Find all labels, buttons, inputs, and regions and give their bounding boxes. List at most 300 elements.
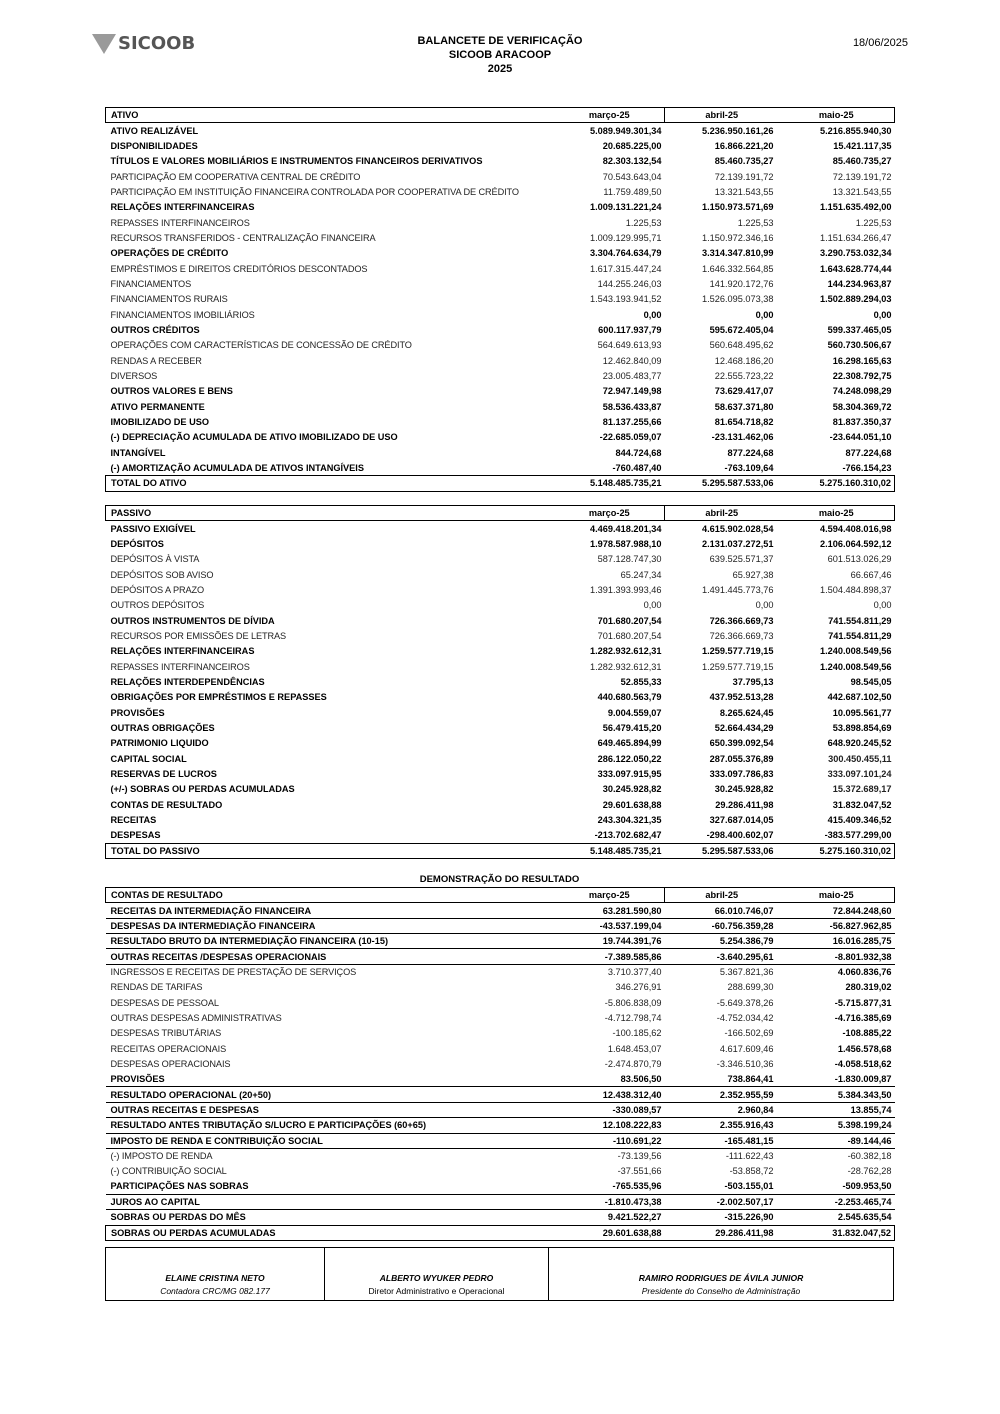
- row-value: 81.137.255,66: [602, 417, 662, 428]
- row-value: 16.866.221,20: [714, 140, 774, 151]
- row-value: 72.844.248,60: [777, 903, 895, 918]
- row-value: -111.622,43: [725, 1151, 774, 1162]
- row-value: 8.265.624,45: [719, 707, 774, 718]
- table-row: [106, 720, 895, 735]
- row-value: 73.629.417,07: [714, 386, 774, 397]
- col-march-header: março-25: [553, 108, 665, 123]
- table-row: [106, 230, 895, 245]
- row-value: 56.479.415,20: [602, 722, 662, 733]
- row-value: -1.810.473,38: [553, 1194, 665, 1209]
- row-value: 1.151.635.492,00: [819, 202, 892, 213]
- table-row: [106, 934, 895, 949]
- dre-table: [105, 887, 895, 1241]
- row-value: 4.594.408.016,98: [819, 523, 892, 534]
- row-value: 1.150.973.571,69: [701, 202, 774, 213]
- total-row: [106, 476, 895, 491]
- row-value: 72.139.191,72: [714, 171, 774, 182]
- row-label: PARTICIPAÇÕES NAS SOBRAS: [106, 1179, 553, 1194]
- row-label: RELAÇÕES INTERFINANCEIRAS: [110, 202, 255, 213]
- row-value: 3.314.347.810,99: [701, 248, 774, 259]
- report-title: [350, 34, 650, 76]
- row-value: 10.095.561,77: [832, 707, 892, 718]
- row-value: 877.224,68: [727, 447, 774, 458]
- row-value: 1.225,53: [737, 217, 774, 228]
- table-row: [106, 598, 895, 613]
- table-row: [106, 384, 895, 399]
- table-row: [106, 1164, 895, 1179]
- row-value: 29.601.638,88: [602, 799, 662, 810]
- total-value: 5.148.485.735,21: [553, 476, 665, 491]
- report-date: 18/06/2025: [852, 37, 908, 49]
- table-row: [106, 1148, 895, 1163]
- row-value: 1.009.131.221,24: [589, 202, 662, 213]
- row-value: 19.744.391,76: [553, 934, 665, 949]
- row-value: 1.240.008.549,56: [819, 646, 892, 657]
- passivo-table: [105, 505, 895, 859]
- table-row: [106, 261, 895, 276]
- table-row: [106, 690, 895, 705]
- row-label: OUTROS CRÉDITOS: [110, 324, 200, 335]
- row-value: 442.687.102,50: [827, 692, 892, 703]
- total-value: 31.832.047,52: [777, 1225, 895, 1240]
- row-value: 66.667,46: [850, 569, 892, 580]
- table-row: [106, 292, 895, 307]
- row-value: -315.226,90: [724, 1212, 774, 1223]
- row-value: 346.276,91: [615, 982, 662, 993]
- row-value: -23.131.462,06: [711, 432, 774, 443]
- table-row: [106, 659, 895, 674]
- table-row: [106, 552, 895, 567]
- table-row: [106, 582, 895, 597]
- row-label: RECEITAS: [110, 815, 157, 826]
- table-row: [106, 782, 895, 797]
- row-label: PARTICIPAÇÃO EM INSTITUIÇÃO FINANCEIRA CONTROLADA POR COOPERATIVA DE CRÉDITO: [110, 186, 519, 197]
- row-value: -4.716.385,69: [834, 1012, 892, 1023]
- col-april-header: abril-25: [665, 506, 777, 521]
- row-value: 1.259.577.719,15: [701, 661, 774, 672]
- row-label: DEPÓSITOS SOB AVISO: [110, 569, 214, 580]
- row-value: 23.005.483,77: [602, 371, 662, 382]
- row-label: (-) CONTRIBUIÇÃO SOCIAL: [110, 1166, 227, 1177]
- table-row: [106, 1056, 895, 1071]
- row-value: -383.577.299,00: [824, 830, 892, 841]
- row-value: 564.649.613,93: [597, 340, 662, 351]
- row-value: 243.304.321,35: [597, 815, 662, 826]
- row-value: -5.649.378,26: [716, 997, 774, 1008]
- title-line-3: 2025: [487, 63, 513, 75]
- row-value: 5.216.855.940,30: [819, 125, 892, 136]
- row-label: OPERAÇÕES DE CRÉDITO: [110, 248, 229, 259]
- table-row: [106, 567, 895, 582]
- col-march-header: março-25: [553, 506, 665, 521]
- row-value: 649.465.894,99: [597, 738, 662, 749]
- row-label: OUTROS DEPÓSITOS: [110, 600, 205, 611]
- table-row: [106, 399, 895, 414]
- row-value: 72.139.191,72: [832, 171, 892, 182]
- row-label: RECURSOS TRANSFERIDOS - CENTRALIZAÇÃO FINANCEIRA: [110, 232, 376, 243]
- row-value: 1.225,53: [625, 217, 662, 228]
- row-value: 58.536.433,87: [602, 401, 662, 412]
- row-value: 12.438.312,40: [553, 1087, 665, 1102]
- row-label: DESPESAS: [110, 830, 161, 841]
- row-value: 12.462.840,09: [602, 355, 662, 366]
- row-label: RECEITAS OPERACIONAIS: [110, 1043, 227, 1054]
- table-row: [106, 628, 895, 643]
- section-header: ATIVO: [106, 108, 553, 123]
- table-row: [106, 903, 895, 918]
- row-label: ATIVO PERMANENTE: [110, 401, 205, 412]
- row-value: -213.702.682,47: [594, 830, 662, 841]
- row-label: PASSIVO EXIGÍVEL: [110, 523, 196, 534]
- row-label: FINANCIAMENTOS: [110, 278, 192, 289]
- row-label: INTANGÍVEL: [110, 447, 166, 458]
- row-value: 74.248.098,29: [832, 386, 892, 397]
- row-value: 52.855,33: [620, 676, 662, 687]
- table-row: [106, 460, 895, 475]
- table-row: [106, 521, 895, 536]
- col-may-header: maio-25: [777, 506, 895, 521]
- row-label: INGRESSOS E RECEITAS DE PRESTAÇÃO DE SERVIÇOS: [110, 967, 357, 978]
- signature-name: ALBERTO WYUKER PEDRO: [379, 1273, 494, 1283]
- row-value: 85.460.735,27: [714, 156, 774, 167]
- row-value: 58.304.369,72: [832, 401, 892, 412]
- row-value: 560.648.495,62: [709, 340, 774, 351]
- row-value: 1.282.932.612,31: [589, 646, 662, 657]
- row-label: OUTROS VALORES E BENS: [110, 386, 233, 397]
- row-label: RESULTADO OPERACIONAL (20+50): [106, 1087, 553, 1102]
- row-value: 5.367.821,36: [719, 967, 774, 978]
- table-row: [106, 430, 895, 445]
- row-label: CONTAS DE RESULTADO: [110, 799, 223, 810]
- table-row: [106, 766, 895, 781]
- row-value: 726.366.669,73: [709, 615, 774, 626]
- row-value: -60.756.359,28: [665, 918, 777, 933]
- row-label: DESPESAS TRIBUTÁRIAS: [110, 1028, 222, 1039]
- row-value: 701.680.207,54: [597, 615, 662, 626]
- row-value: -330.089,57: [553, 1102, 665, 1117]
- row-label: RESERVAS DE LUCROS: [110, 769, 217, 780]
- signature-role: Diretor Administrativo e Operacional: [368, 1286, 505, 1296]
- signature-role: Contadora CRC/MG 082.177: [160, 1286, 270, 1296]
- row-value: -765.535,96: [553, 1179, 665, 1194]
- table-row: [106, 1133, 895, 1148]
- row-label: RECURSOS POR EMISSÕES DE LETRAS: [110, 630, 287, 641]
- row-value: 82.303.132,54: [602, 156, 662, 167]
- row-value: 1.391.393.993,46: [589, 584, 662, 595]
- row-value: 1.643.628.774,44: [819, 263, 892, 274]
- row-value: -37.551,66: [617, 1166, 662, 1177]
- row-label: OUTRAS OBRIGAÇÕES: [110, 722, 215, 733]
- table-row: [106, 1010, 895, 1025]
- row-value: -5.715.877,31: [834, 997, 892, 1008]
- row-value: -8.801.932,38: [777, 949, 895, 964]
- title-line-1: BALANCETE DE VERIFICAÇÃO: [417, 35, 583, 47]
- row-value: 440.680.563,79: [597, 692, 662, 703]
- row-label: PARTICIPAÇÃO EM COOPERATIVA CENTRAL DE CRÉDITO: [110, 171, 361, 182]
- row-label: (+/-) SOBRAS OU PERDAS ACUMULADAS: [110, 784, 295, 795]
- row-value: 144.255.246,03: [597, 278, 662, 289]
- row-value: 0,00: [873, 309, 892, 320]
- row-value: -100.185,62: [612, 1028, 662, 1039]
- table-row: [106, 1194, 895, 1209]
- row-value: -166.502,69: [724, 1028, 774, 1039]
- row-value: -165.481,15: [665, 1133, 777, 1148]
- table-row: [106, 1179, 895, 1194]
- row-value: 2.106.064.592,12: [819, 538, 892, 549]
- table-row: [106, 1026, 895, 1041]
- table-row: [106, 536, 895, 551]
- row-value: -1.830.009,87: [834, 1074, 892, 1085]
- table-row: [106, 613, 895, 628]
- row-label: RENDAS A RECEBER: [110, 355, 202, 366]
- row-value: -110.691,22: [553, 1133, 665, 1148]
- table-row: [106, 1087, 895, 1102]
- row-value: 601.513.026,29: [827, 554, 892, 565]
- row-value: -4.058.518,62: [834, 1058, 892, 1069]
- row-label: (-) AMORTIZAÇÃO ACUMULADA DE ATIVOS INTANGÍVEIS: [110, 462, 364, 473]
- row-value: 1.646.332.564,85: [701, 263, 774, 274]
- table-row: [106, 246, 895, 261]
- signature-block: [105, 1247, 894, 1301]
- row-label: JUROS AO CAPITAL: [106, 1194, 553, 1209]
- row-value: 85.460.735,27: [832, 156, 892, 167]
- signature-director: [324, 1248, 548, 1300]
- table-row: [106, 353, 895, 368]
- row-value: 98.545,05: [850, 676, 892, 687]
- table-row: [106, 644, 895, 659]
- col-may-header: maio-25: [777, 888, 895, 903]
- signature-role: Presidente do Conselho de Administração: [641, 1286, 801, 1296]
- row-value: 1.648.453,07: [607, 1043, 662, 1054]
- row-value: -56.827.962,85: [777, 918, 895, 933]
- row-label: IMOBILIZADO DE USO: [110, 417, 210, 428]
- table-row: [106, 1102, 895, 1117]
- row-label: REPASSES INTERFINANCEIROS: [110, 217, 250, 228]
- row-value: 333.097.786,83: [709, 769, 774, 780]
- row-label: OUTROS INSTRUMENTOS DE DÍVIDA: [110, 615, 275, 626]
- row-value: 1.526.095.073,38: [701, 294, 774, 305]
- total-value: 5.275.160.310,02: [777, 843, 895, 858]
- row-value: 1.456.578,68: [837, 1043, 892, 1054]
- row-label: IMPOSTO DE RENDA E CONTRIBUIÇÃO SOCIAL: [106, 1133, 553, 1148]
- row-value: 20.685.225,00: [602, 140, 662, 151]
- row-value: -22.685.059,07: [599, 432, 662, 443]
- table-row: [106, 414, 895, 429]
- row-value: 81.837.350,37: [832, 417, 892, 428]
- row-value: 52.664.434,29: [714, 722, 774, 733]
- row-value: 66.010.746,07: [665, 903, 777, 918]
- row-value: 1.491.445.773,76: [701, 584, 774, 595]
- row-label: RECEITAS DA INTERMEDIAÇÃO FINANCEIRA: [106, 903, 553, 918]
- row-value: 333.097.101,24: [827, 769, 892, 780]
- row-value: 12.108.222,83: [553, 1118, 665, 1133]
- row-value: 1.009.129.995,71: [589, 232, 662, 243]
- row-value: -2.474.870,79: [604, 1058, 662, 1069]
- dre-title: DEMONSTRAÇÃO DO RESULTADO: [419, 874, 580, 885]
- section-header: PASSIVO: [106, 506, 553, 521]
- row-label: DIVERSOS: [110, 371, 158, 382]
- table-row: [106, 812, 895, 827]
- row-value: 13.321.543,55: [832, 186, 892, 197]
- row-value: 0,00: [643, 600, 662, 611]
- total-value: 5.275.160.310,02: [777, 476, 895, 491]
- row-label: DISPONIBILIDADES: [110, 140, 198, 151]
- row-value: -108.885,22: [842, 1028, 892, 1039]
- col-march-header: março-25: [553, 888, 665, 903]
- row-value: -4.712.798,74: [604, 1012, 662, 1023]
- row-value: 5.384.343,50: [777, 1087, 895, 1102]
- row-value: -7.389.585,86: [553, 949, 665, 964]
- row-label: RESULTADO BRUTO DA INTERMEDIAÇÃO FINANCEIRA (10-15): [106, 934, 553, 949]
- row-value: 288.699,30: [727, 982, 774, 993]
- section-header: CONTAS DE RESULTADO: [106, 888, 553, 903]
- table-row: [106, 154, 895, 169]
- row-value: 0,00: [643, 309, 662, 320]
- row-label: OPERAÇÕES COM CARACTERÍSTICAS DE CONCESSÃO DE CRÉDITO: [110, 340, 412, 351]
- table-row: [106, 736, 895, 751]
- table-row: [106, 918, 895, 933]
- table-row: [106, 368, 895, 383]
- row-value: 16.016.285,75: [777, 934, 895, 949]
- total-value: 5.295.587.533,06: [665, 843, 777, 858]
- total-label: TOTAL DO ATIVO: [106, 476, 553, 491]
- total-value: 5.295.587.533,06: [665, 476, 777, 491]
- table-row: [106, 964, 895, 979]
- table-row: [106, 215, 895, 230]
- row-value: 1.150.972.346,16: [701, 232, 774, 243]
- ativo-table: [105, 107, 895, 492]
- row-value: -3.640.295,61: [665, 949, 777, 964]
- row-label: EMPRÉSTIMOS E DIREITOS CREDITÓRIOS DESCONTADOS: [110, 263, 368, 274]
- row-value: 1.240.008.549,56: [819, 661, 892, 672]
- row-label: OUTRAS RECEITAS /DESPESAS OPERACIONAIS: [106, 949, 553, 964]
- row-label: PATRIMONIO LIQUIDO: [110, 738, 209, 749]
- table-row: [106, 1210, 895, 1225]
- total-value: 5.148.485.735,21: [553, 843, 665, 858]
- row-value: 65.927,38: [732, 569, 774, 580]
- total-row: [106, 843, 895, 858]
- table-row: [106, 1072, 895, 1087]
- row-value: 286.122.050,22: [597, 753, 662, 764]
- row-label: (-) IMPOSTO DE RENDA: [110, 1151, 213, 1162]
- table-row: [106, 980, 895, 995]
- total-label: TOTAL DO PASSIVO: [106, 843, 553, 858]
- row-value: -509.953,50: [777, 1179, 895, 1194]
- row-value: 0,00: [755, 600, 774, 611]
- row-value: 30.245.928,82: [714, 784, 774, 795]
- table-row: [106, 1041, 895, 1056]
- row-value: 9.004.559,07: [607, 707, 662, 718]
- row-value: 738.864,41: [727, 1074, 774, 1085]
- row-value: 63.281.590,80: [553, 903, 665, 918]
- row-value: -89.144,46: [777, 1133, 895, 1148]
- row-value: 37.795,13: [732, 676, 774, 687]
- row-value: 639.525.571,37: [709, 554, 774, 565]
- table-row: [106, 123, 895, 138]
- row-value: 3.710.377,40: [607, 967, 662, 978]
- table-row: [106, 138, 895, 153]
- row-value: 4.060.836,76: [837, 967, 892, 978]
- signature-accountant: [106, 1248, 324, 1300]
- row-value: 2.352.955,59: [665, 1087, 777, 1102]
- row-label: RELAÇÕES INTERDEPENDÊNCIAS: [110, 676, 265, 687]
- row-value: -2.002.507,17: [665, 1194, 777, 1209]
- table-row: [106, 307, 895, 322]
- row-value: 415.409.346,52: [827, 815, 892, 826]
- row-value: 13.321.543,55: [714, 186, 774, 197]
- sicoob-logo-icon: [92, 34, 116, 54]
- row-value: -53.858,72: [729, 1166, 774, 1177]
- row-value: 0,00: [755, 309, 774, 320]
- row-label: OUTRAS RECEITAS E DESPESAS: [106, 1102, 553, 1117]
- row-value: 11.759.489,50: [603, 186, 662, 197]
- row-value: 22.308.792,75: [832, 371, 892, 382]
- table-row: [106, 674, 895, 689]
- table-row: [106, 1118, 895, 1133]
- table-header-row: [106, 888, 895, 903]
- row-label: DEPÓSITOS A PRAZO: [110, 584, 205, 595]
- row-value: 600.117.937,79: [598, 324, 662, 335]
- row-value: 595.672.405,04: [709, 324, 774, 335]
- title-line-2: SICOOB ARACOOP: [448, 49, 552, 61]
- row-value: 15.372.689,17: [832, 784, 892, 795]
- row-value: -2.253.465,74: [777, 1194, 895, 1209]
- row-label: FINANCIAMENTOS RURAIS: [110, 294, 228, 305]
- row-value: 53.898.854,69: [832, 722, 892, 733]
- row-value: 65.247,34: [620, 569, 662, 580]
- row-value: 300.450.455,11: [828, 753, 892, 764]
- row-label: SOBRAS OU PERDAS DO MÊS: [110, 1212, 246, 1223]
- row-value: 22.555.723,22: [714, 371, 774, 382]
- page-header: [0, 0, 1000, 100]
- table-header-row: [106, 108, 895, 123]
- row-label: ATIVO REALIZÁVEL: [110, 125, 199, 136]
- row-value: 741.554.811,29: [828, 615, 892, 626]
- table-row: [106, 797, 895, 812]
- col-may-header: maio-25: [777, 108, 895, 123]
- table-row: [106, 828, 895, 843]
- table-row: [106, 169, 895, 184]
- table-row: [106, 995, 895, 1010]
- row-value: -760.487,40: [612, 462, 662, 473]
- row-value: 29.286.411,98: [715, 799, 774, 810]
- row-label: DESPESAS DA INTERMEDIAÇÃO FINANCEIRA: [106, 918, 553, 933]
- row-value: 31.832.047,52: [832, 799, 892, 810]
- row-label: DEPÓSITOS: [110, 538, 164, 549]
- logo-text: SICOOB: [118, 33, 196, 54]
- col-april-header: abril-25: [665, 888, 777, 903]
- row-value: -28.762,28: [847, 1166, 892, 1177]
- row-value: 3.304.764.634,79: [589, 248, 662, 259]
- row-value: 72.947.149,98: [602, 386, 662, 397]
- row-value: 30.245.928,82: [602, 784, 662, 795]
- total-label: SOBRAS OU PERDAS ACUMULADAS: [106, 1225, 553, 1240]
- signature-name: RAMIRO RODRIGUES DE ÁVILA JUNIOR: [638, 1273, 804, 1283]
- total-value: 29.286.411,98: [665, 1225, 777, 1240]
- row-value: 144.234.963,87: [827, 278, 892, 289]
- col-april-header: abril-25: [665, 108, 777, 123]
- table-row: [106, 184, 895, 199]
- row-value: -766.154,23: [842, 462, 892, 473]
- row-value: 327.687.014,05: [709, 815, 774, 826]
- total-value: 29.601.638,88: [553, 1225, 665, 1240]
- row-value: 141.920.172,76: [709, 278, 774, 289]
- row-value: 333.097.915,95: [597, 769, 662, 780]
- row-label: OBRIGAÇÕES POR EMPRÉSTIMOS E REPASSES: [110, 692, 327, 703]
- row-label: PROVISÕES: [110, 1074, 165, 1085]
- row-value: 83.506,50: [620, 1074, 662, 1085]
- row-value: 81.654.718,82: [714, 417, 774, 428]
